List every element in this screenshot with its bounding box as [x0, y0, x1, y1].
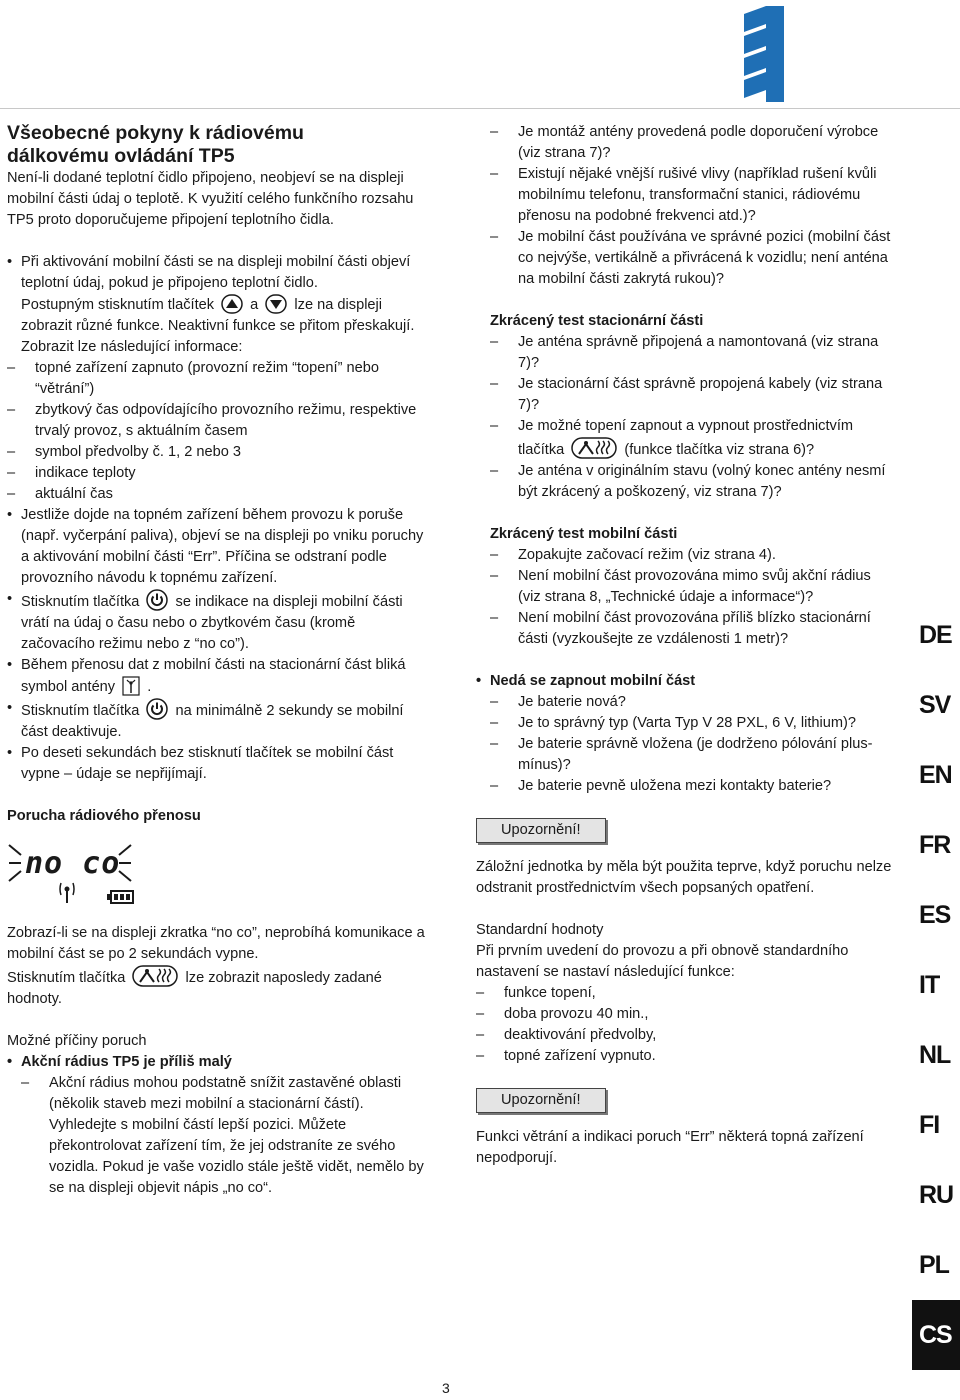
antenna-icon [60, 883, 74, 903]
default-item: – topné zařízení vypnuto. [476, 1046, 896, 1067]
fault-paragraph-2 [7, 965, 427, 1010]
up-button-icon [221, 294, 243, 314]
info-item: – indikace teploty [7, 463, 427, 484]
bullet-antenna-post: . [147, 679, 152, 695]
bullet-activation-text: Při aktivování mobilní části se na displeji mobilní části objeví teplotní údaj, pokud je připojeno teplotní čidlo. [21, 254, 411, 291]
power-heading: • Nedá se zapnout mobilní část [476, 671, 896, 692]
power-button-icon [146, 698, 168, 720]
check-item: – Je stacionární část správně propojená kabely (viz strana 7)? [490, 374, 896, 416]
power-button-icon [146, 589, 168, 611]
heading-mobile-test: Zkrácený test mobilní části [490, 526, 678, 542]
bullet-deactivate-post: na minimálně 2 sekundy se mobilní část deaktivuje. [21, 703, 404, 740]
default-item: – funkce topení, [476, 983, 896, 1004]
heading-defaults: Standardní hodnoty [476, 922, 604, 938]
info-items [7, 358, 427, 505]
check-item-heat [490, 416, 896, 461]
info-item: – topné zařízení zapnuto (provozní režim “topení” nebo “větrání”) [7, 358, 427, 400]
buttons-sentence-pre: Postupným stisknutím tlačítek [21, 297, 215, 313]
intro-paragraph: Není-li dodané teplotní čidlo připojeno, neobjeví se na displeji mobilní části údaj o teplotě. K využití celého funkčního rozsahu TP5 proto doporučujeme připojení teplotního čidla. [7, 170, 414, 228]
warning-label: Upozornění! [476, 1088, 606, 1113]
language-tab-ru[interactable]: RU [919, 1181, 954, 1209]
header-rule [0, 108, 960, 109]
info-item: – symbol předvolby č. 1, 2 nebo 3 [7, 442, 427, 463]
bullet-power-return-pre: Stisknutím tlačítka [21, 594, 140, 610]
bullet-deactivate [7, 698, 427, 743]
lcd-display [7, 839, 137, 909]
language-tab-sv[interactable]: SV [919, 691, 951, 719]
language-tab-fr[interactable]: FR [919, 831, 951, 859]
bullet-antenna-pre: Během přenosu dat z mobilní části na stacionární část bliká symbol antény [21, 657, 406, 695]
defaults-list [476, 983, 896, 1067]
check-item: – Zopakujte začovací režim (viz strana 4). [490, 545, 896, 566]
buttons-sentence-post: lze na displeji zobrazit různé funkce. Neaktivní funkce se přitom přeskakují. [21, 297, 415, 334]
language-tab-nl[interactable]: NL [919, 1041, 951, 1069]
default-item: – deaktivování předvolby, [476, 1025, 896, 1046]
range-checks [490, 122, 896, 290]
heat-button-icon [132, 965, 178, 987]
check-item: – Není mobilní část provozována příliš blízko stacionární části (vyzkoušejte ze vzdálenosti 1 metr)? [490, 608, 896, 650]
mobile-checks [490, 545, 896, 650]
antenna-icon [122, 676, 140, 696]
lcd-illustration [7, 839, 137, 909]
language-tab-de[interactable]: DE [919, 621, 952, 649]
page-number: 3 [442, 1380, 450, 1396]
battery-icon [107, 891, 133, 903]
power-checks [490, 692, 896, 797]
left-column [7, 122, 427, 1199]
check-item: – Existují nějaké vnější rušivé vlivy (například rušení kvůli mobilnímu telefonu, transformační stanici, rádiovému přenosu na podobné frekvenci atd.)? [490, 164, 896, 227]
heading-stationary-test: Zkrácený test stacionární části [490, 313, 704, 329]
check-item: – Je mobilní část používána ve správné pozici (mobilní část co nejvýše, vertikálně a přivrácená k vozidlu; není anténa na mobilní části zakrytá rukou)? [490, 227, 896, 290]
title-line-1: Všeobecné pokyny k rádiovému [7, 122, 304, 144]
info-item: – zbytkový čas odpovídajícího provozního režimu, respektive trvalý provoz, s aktuálním časem [7, 400, 427, 442]
warning-text: Záložní jednotka by měla být použita teprve, když poruchu nelze odstranit prostřednictvím všech popsaných opatření. [476, 859, 892, 896]
stationary-checks [490, 332, 896, 503]
check-item: – Je baterie správně vložena (je dodrženo pólování plus-mínus)? [490, 734, 896, 776]
bullet-timeout: • Po deseti sekundách bez stisknutí tlačítek se mobilní část vypne – údaje se nepřijímají. [7, 743, 427, 785]
bullet-deactivate-pre: Stisknutím tlačítka [21, 703, 140, 719]
info-intro: Zobrazit lze následující informace: [21, 339, 243, 355]
title-line-2: dálkovému ovládání TP5 [7, 145, 235, 167]
info-bullet-list [7, 252, 427, 785]
info-item: – aktuální čas [7, 484, 427, 505]
check-item: – Je baterie nová? [490, 692, 896, 713]
cause-text: – Akční rádius mohou podstatně snížit zastavěné oblasti (několik staveb mezi mobilní a stacionární částí). Vyhledejte s mobilní částí lepší pozici. Můžete překontrolovat zařízení tím, že jej odstraníte ze svého vozidla. Pokud je vaše vozidlo stále ještě vidět, nemělo by se na displeji objevit nápis „no co“. [21, 1073, 427, 1199]
fault-paragraph-1: Zobrazí-li se na displeji zkratka “no co”, neprobíhá komunikace a mobilní část se po 2 sekundách vypne. [7, 925, 425, 962]
check-item: – Je anténa v originálním stavu (volný konec antény nesmí být zkrácený a poškozený, viz strana 7)? [490, 461, 896, 503]
check-item: – Je baterie pevně uložena mezi kontakty baterie? [490, 776, 896, 797]
language-tab-en[interactable]: EN [919, 761, 952, 789]
check-item-heat-post: (funkce tlačítka viz strana 6)? [624, 442, 815, 458]
bullet-error: • Jestliže dojde na topném zařízení během provozu k poruše (např. vyčerpání paliva), objeví se na displeji po vniku poruchy a aktivování mobilní části “Err”. Příčina se odstraní podle provozního návodu k topnému zařízení. [7, 505, 427, 589]
bullet-power-return [7, 589, 427, 655]
warning-text: Funkci větrání a indikaci poruch “Err” některá topná zařízení nepodporují. [476, 1129, 864, 1166]
bullet-power-return-post: se indikace na displeji mobilní části vrátí na údaj o času nebo o zbytkovém času (kromě začovacího režimu nebo z “no co”). [21, 594, 403, 652]
language-tab-it[interactable]: IT [919, 971, 940, 999]
check-item: – Je to správný typ (Varta Typ V 28 PXL, 6 V, lithium)? [490, 713, 896, 734]
language-tab-pl[interactable]: PL [919, 1251, 949, 1279]
check-item: – Je anténa správně připojená a namontovaná (viz strana 7)? [490, 332, 896, 374]
brand-logo [742, 6, 784, 102]
language-tabs [912, 600, 960, 1370]
buttons-sentence-and: a [250, 297, 259, 313]
lcd-text: no co [25, 846, 121, 881]
defaults-intro: Při prvním uvedení do provozu a při obnově standardního nastavení se nastaví následující funkce: [476, 943, 849, 980]
down-button-icon [265, 294, 287, 314]
fault-paragraph-2-pre: Stisknutím tlačítka [7, 970, 126, 986]
bullet-antenna [7, 655, 427, 698]
cause-title: • Akční rádius TP5 je příliš malý [7, 1052, 427, 1073]
check-item: – Není mobilní část provozována mimo svůj akční rádius (viz strana 8, „Technické údaje a informace“)? [490, 566, 896, 608]
warning-label: Upozornění! [476, 818, 606, 843]
check-item-heat-pre: Je možné topení zapnout a vypnout prostřednictvím tlačítka [518, 418, 854, 458]
check-item: – Je montáž antény provedená podle doporučení výrobce (viz strana 7)? [490, 122, 896, 164]
heading-fault: Porucha rádiového přenosu [7, 808, 201, 824]
heat-button-icon [571, 437, 617, 459]
bullet-activation [7, 252, 427, 505]
default-item: – doba provozu 40 min., [476, 1004, 896, 1025]
right-column [476, 122, 896, 1169]
power-section [476, 671, 896, 692]
heading-causes: Možné příčiny poruch [7, 1033, 147, 1049]
section-title [7, 122, 427, 168]
causes-list [7, 1052, 427, 1199]
language-tab-es[interactable]: ES [919, 901, 951, 929]
language-tab-fi[interactable]: FI [919, 1111, 940, 1139]
fault-paragraph-2-post: lze zobrazit naposledy zadané hodnoty. [7, 970, 382, 1007]
language-tab-cs[interactable]: CS [912, 1300, 960, 1370]
